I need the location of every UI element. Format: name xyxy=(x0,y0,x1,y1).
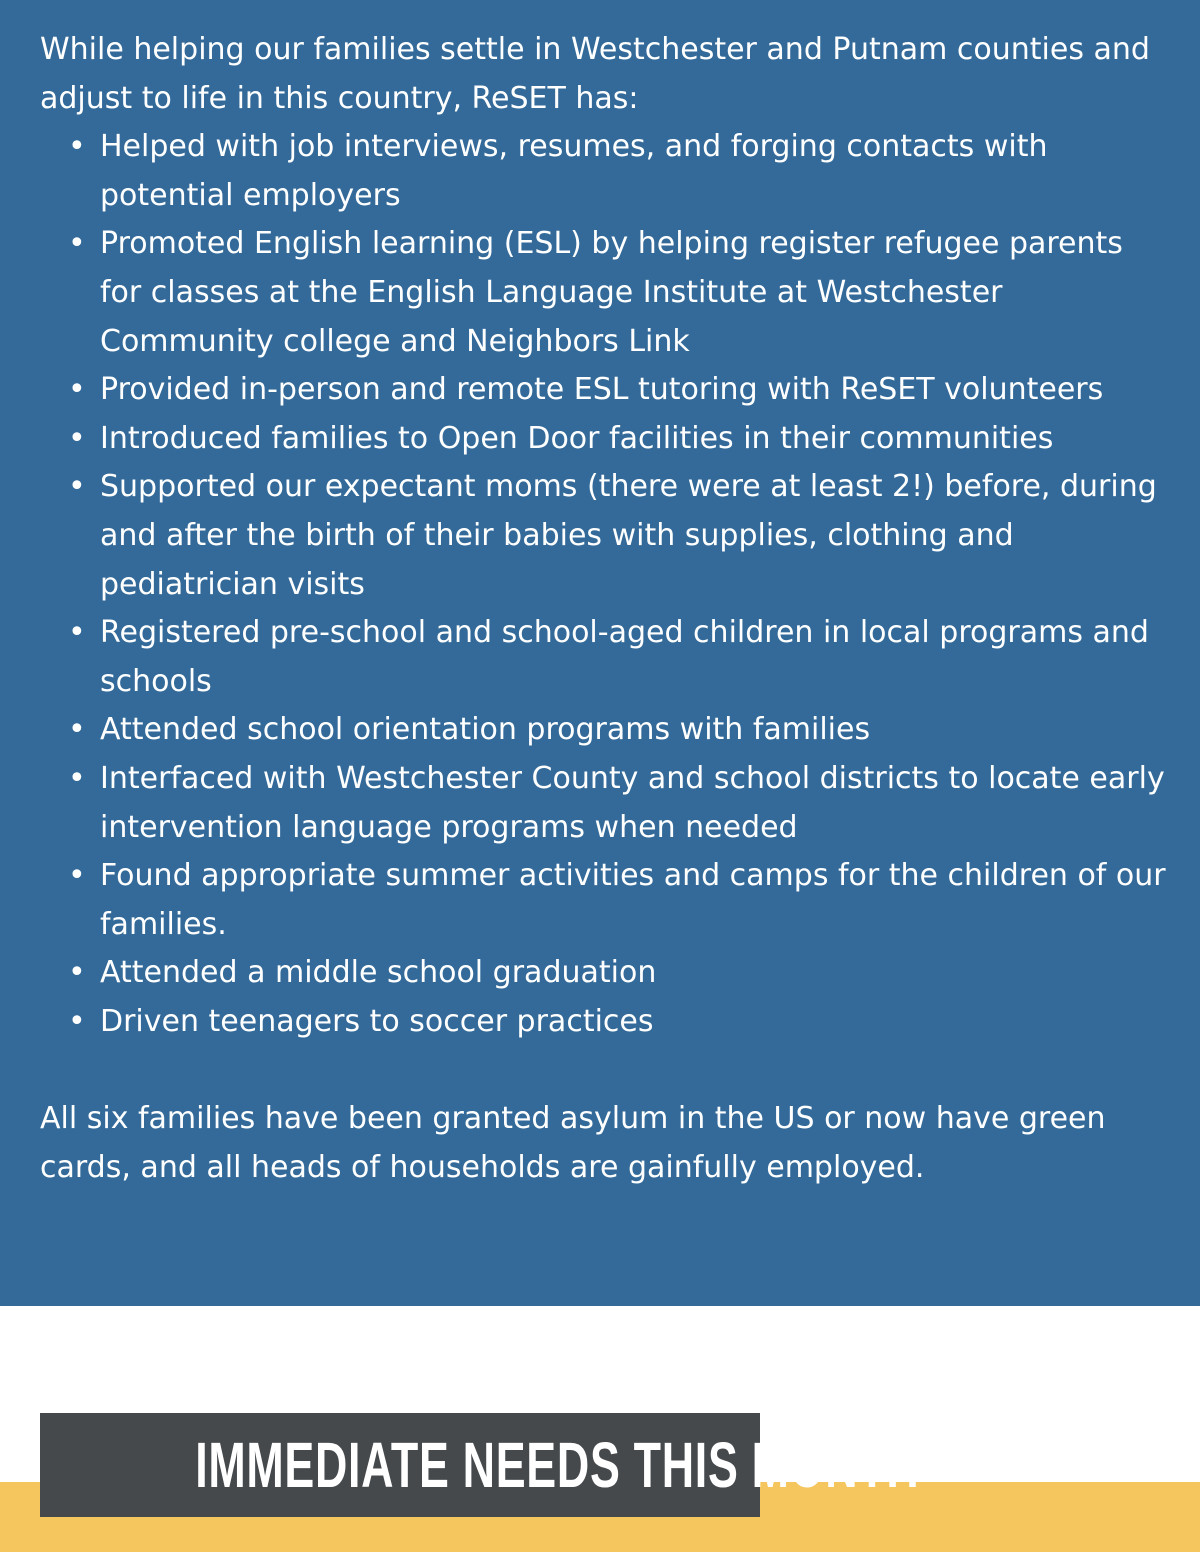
list-item-text: Helped with job interviews, resumes, and forging contacts with potential employers xyxy=(100,129,1048,213)
list-item xyxy=(40,706,1170,755)
outcome-paragraph: All six families have been granted asylum in the US or now have green cards, and all heads of households are gainfully employed. xyxy=(40,1101,1106,1185)
list-item xyxy=(40,998,1170,1047)
bullet-icon xyxy=(68,123,84,172)
list-item xyxy=(40,123,1170,220)
list-item xyxy=(40,755,1170,852)
list-item-text: Attended a middle school graduation xyxy=(100,955,657,991)
section-heading xyxy=(40,1413,920,1517)
list-item-text: Provided in-person and remote ESL tutoring with ReSET volunteers xyxy=(100,372,1104,408)
bullet-icon xyxy=(68,220,84,269)
list-item xyxy=(40,463,1170,609)
bullet-icon xyxy=(68,755,84,804)
list-item xyxy=(40,609,1170,706)
list-item xyxy=(40,415,1170,464)
bullet-icon xyxy=(68,852,84,901)
bullet-icon xyxy=(68,366,84,415)
list-item-text: Attended school orientation programs with families xyxy=(100,712,871,748)
section-heading-text: IMMEDIATE NEEDS THIS MONTH xyxy=(195,1429,920,1501)
bullet-icon xyxy=(68,463,84,512)
list-item-text: Introduced families to Open Door facilities in their communities xyxy=(100,420,1054,456)
bullet-icon xyxy=(68,706,84,755)
bullet-icon xyxy=(68,609,84,658)
bullet-icon xyxy=(68,998,84,1047)
list-item-text: Found appropriate summer activities and camps for the children of our families. xyxy=(100,858,1166,942)
bullet-icon xyxy=(68,415,84,464)
bullet-icon xyxy=(68,949,84,998)
list-item-text: Supported our expectant moms (there were at least 2!) before, during and after the birth of their babies with supplies, clothing and pediatrician visits xyxy=(100,469,1157,602)
list-item xyxy=(40,220,1170,366)
list-item xyxy=(40,366,1170,415)
list-item-text: Promoted English learning (ESL) by helping register refugee parents for classes at the English Language Institute at Westchester Community college and Neighbors Link xyxy=(100,226,1123,359)
list-item xyxy=(40,949,1170,998)
intro-paragraph: While helping our families settle in Westchester and Putnam counties and adjust to life in this country, ReSET has: xyxy=(40,32,1150,116)
list-item-text: Registered pre-school and school-aged children in local programs and schools xyxy=(100,615,1149,699)
achievements-list xyxy=(40,123,1170,1046)
list-item-text: Driven teenagers to soccer practices xyxy=(100,1003,654,1039)
list-item-text: Interfaced with Westchester County and school districts to locate early intervention language programs when needed xyxy=(100,760,1165,845)
list-item xyxy=(40,852,1170,949)
